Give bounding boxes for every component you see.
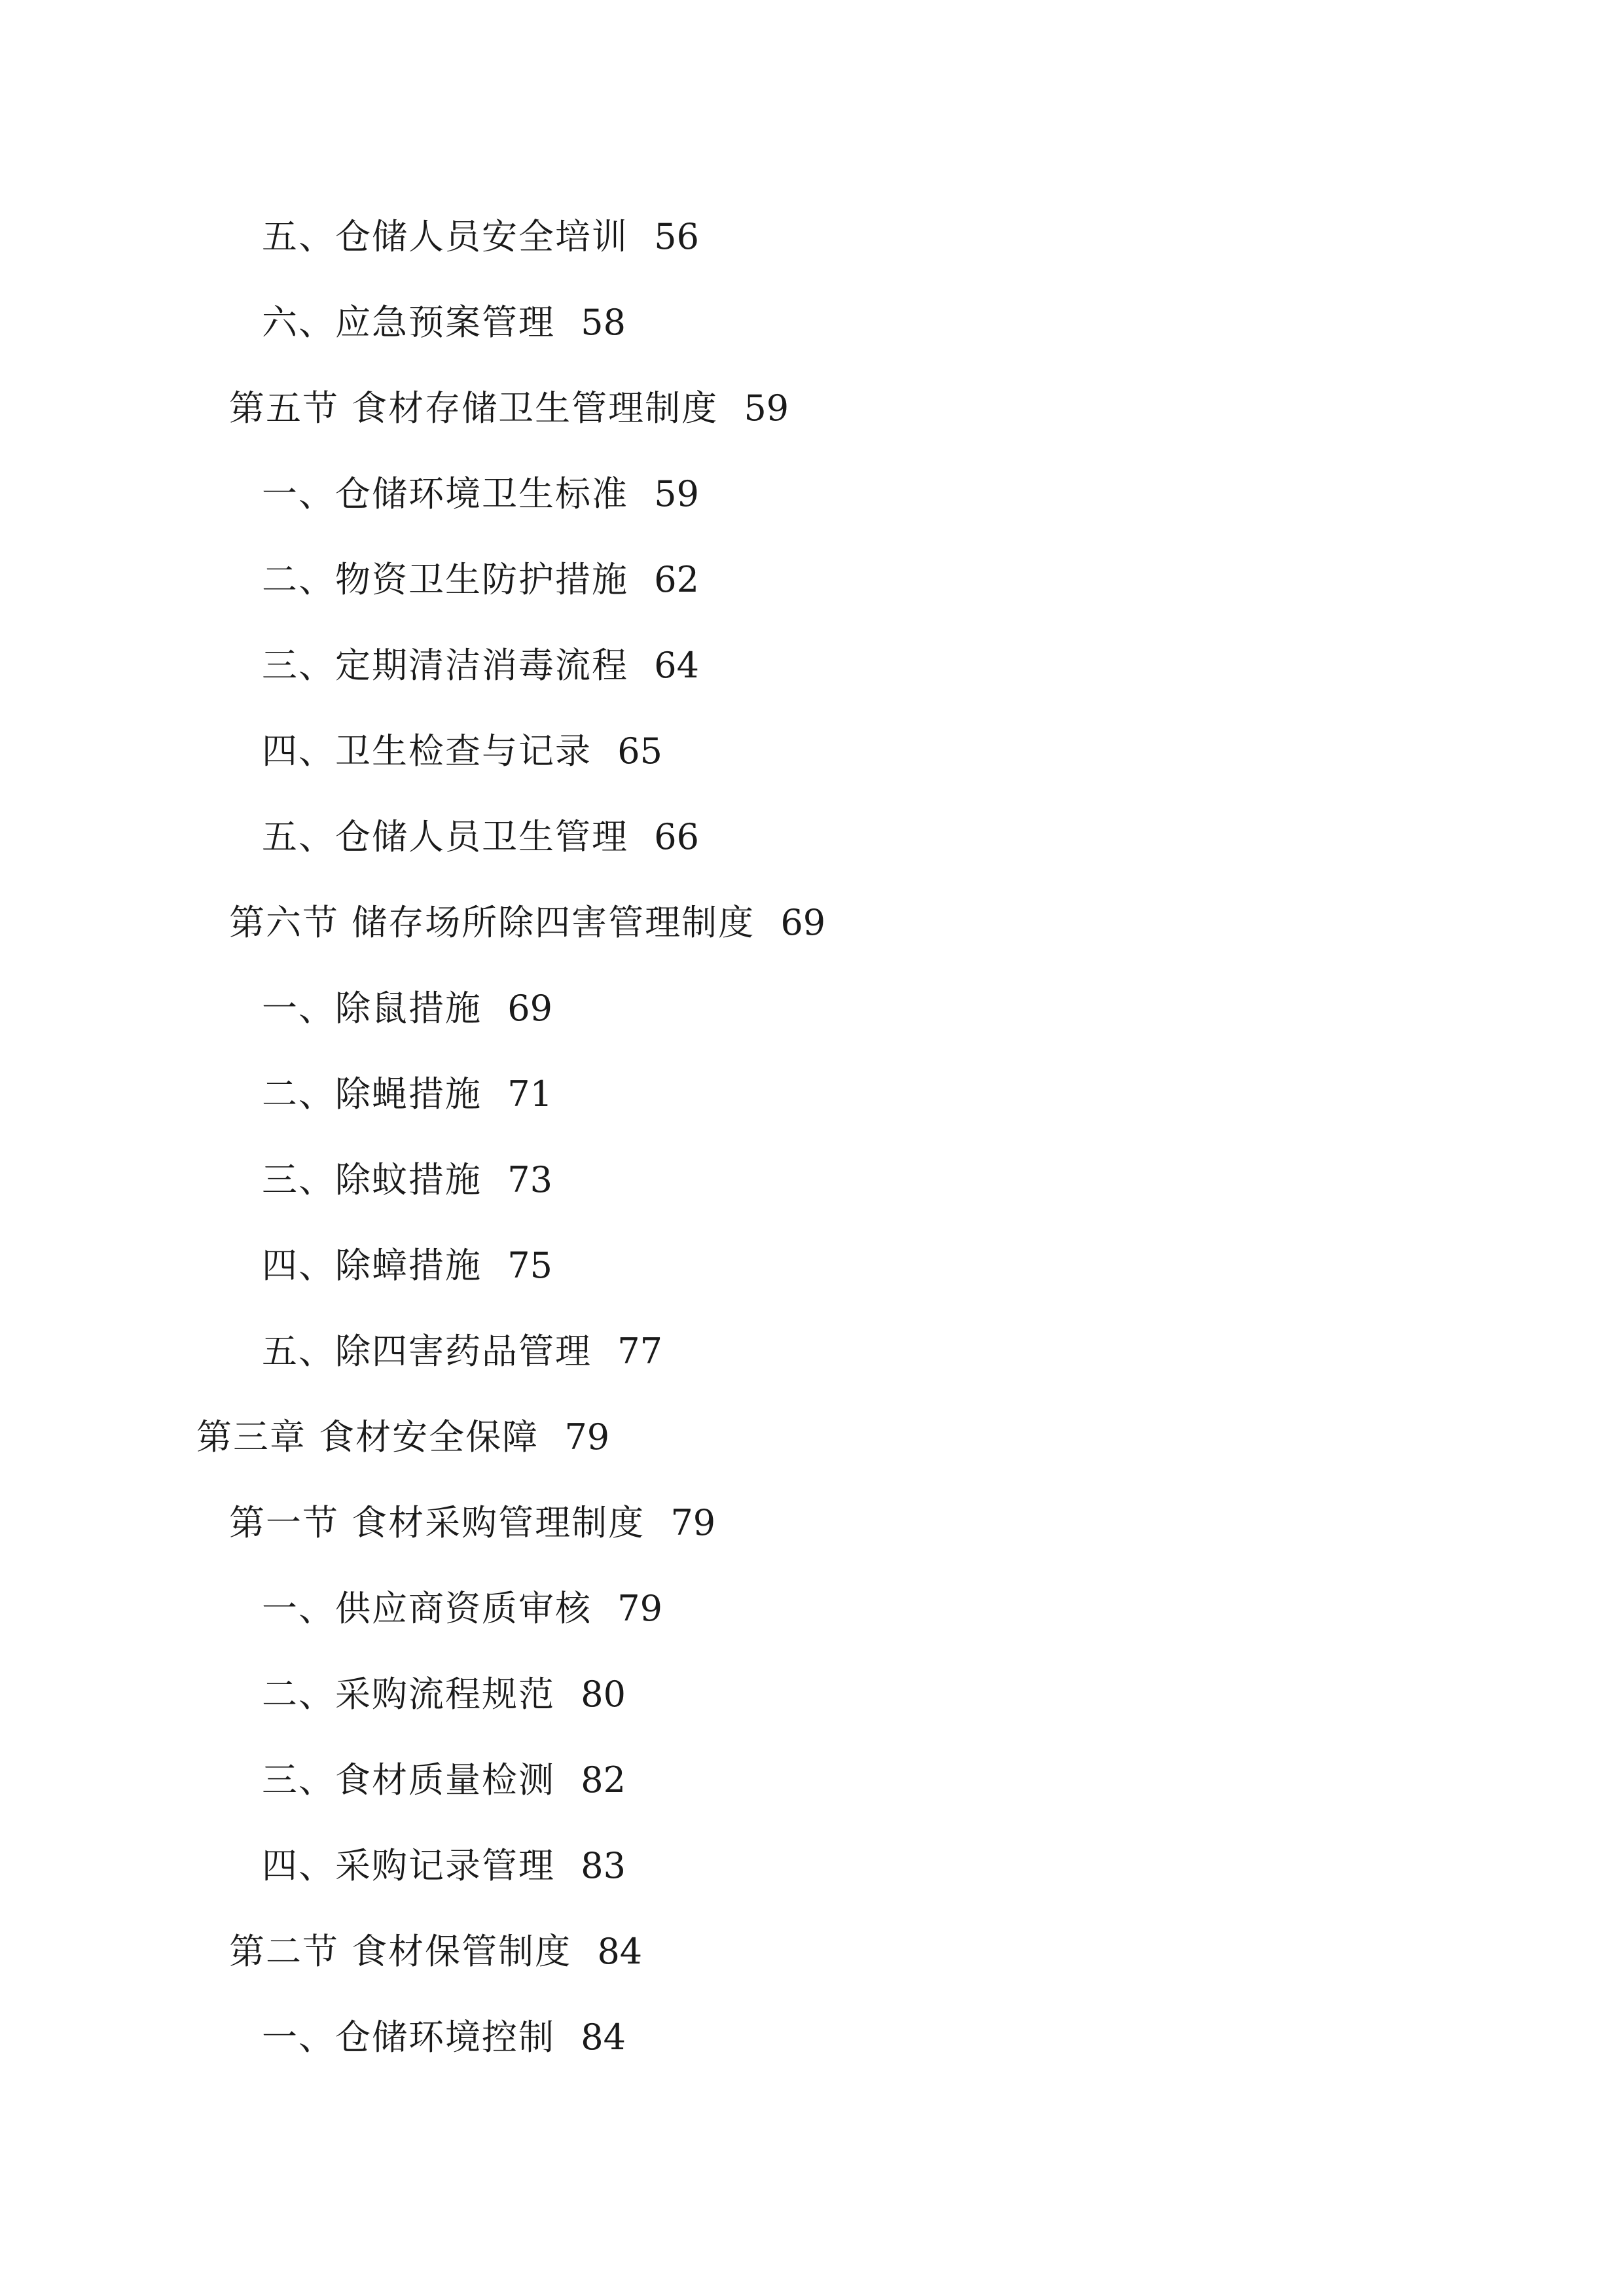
toc-entry-page: 71	[507, 1073, 552, 1115]
toc-entry-page: 69	[507, 988, 552, 1029]
toc-entry[interactable]	[0, 1068, 552, 1121]
toc-entry[interactable]	[0, 1497, 715, 1549]
toc-entry[interactable]	[0, 211, 699, 263]
toc-entry[interactable]	[0, 296, 626, 349]
toc-entry-title: 第三章 食材安全保障	[196, 1416, 539, 1458]
toc-entry-title: 五、除四害药品管理	[262, 1331, 592, 1372]
toc-entry-title: 一、供应商资质审核	[262, 1588, 592, 1629]
toc-entry-title: 二、采购流程规范	[262, 1674, 555, 1715]
toc-entry-page: 75	[507, 1245, 552, 1286]
toc-entry-title: 第五节 食材存储卫生管理制度	[229, 387, 719, 429]
toc-entry-title: 一、除鼠措施	[262, 988, 482, 1029]
toc-entry-title: 六、应急预案管理	[262, 302, 555, 343]
toc-entry-page: 82	[581, 1759, 626, 1801]
toc-entry-page: 58	[581, 302, 626, 343]
toc-entry[interactable]	[0, 2011, 626, 2064]
toc-entry[interactable]	[0, 1411, 609, 1463]
toc-entry-page: 59	[744, 387, 789, 429]
toc-entry-page: 64	[654, 645, 699, 686]
toc-entry[interactable]	[0, 1668, 626, 1721]
toc-entry[interactable]	[0, 382, 789, 435]
toc-entry[interactable]	[0, 982, 552, 1035]
toc-entry-page: 83	[581, 1845, 626, 1886]
toc-entry-page: 66	[654, 816, 699, 857]
toc-entry-page: 59	[654, 473, 699, 514]
toc-entry-page: 79	[670, 1502, 716, 1543]
toc-entry[interactable]	[0, 725, 662, 778]
toc-entry[interactable]	[0, 1583, 662, 1635]
toc-entry[interactable]	[0, 639, 699, 692]
toc-entry-title: 五、仓储人员卫生管理	[262, 816, 628, 857]
toc-entry-page: 84	[597, 1931, 643, 1972]
toc-entry-title: 第一节 食材采购管理制度	[229, 1502, 645, 1543]
toc-entry-title: 一、仓储环境卫生标准	[262, 473, 628, 514]
toc-entry[interactable]	[0, 554, 699, 606]
toc-entry-page: 69	[780, 902, 826, 943]
toc-entry-page: 73	[507, 1159, 552, 1200]
toc-entry[interactable]	[0, 1154, 552, 1206]
toc-entry-page: 79	[564, 1416, 610, 1458]
toc-entry-page: 56	[654, 216, 699, 257]
toc-entry-title: 四、除蟑措施	[262, 1245, 482, 1286]
toc-entry-title: 四、卫生检查与记录	[262, 730, 592, 772]
toc-entry-title: 第六节 储存场所除四害管理制度	[229, 902, 755, 943]
toc-entry-title: 二、物资卫生防护措施	[262, 559, 628, 600]
toc-entry[interactable]	[0, 897, 825, 949]
toc-entry-title: 第二节 食材保管制度	[229, 1931, 572, 1972]
toc-entry-page: 77	[617, 1331, 662, 1372]
toc-entry-page: 79	[617, 1588, 662, 1629]
toc-entry[interactable]	[0, 1840, 626, 1892]
toc-entry-title: 一、仓储环境控制	[262, 2017, 555, 2058]
toc-entry[interactable]	[0, 811, 699, 863]
toc-entry[interactable]	[0, 1754, 626, 1806]
toc-entry-page: 80	[581, 1674, 626, 1715]
toc-entry-title: 三、除蚊措施	[262, 1159, 482, 1200]
toc-entry-title: 四、采购记录管理	[262, 1845, 555, 1886]
toc-entry[interactable]	[0, 1240, 552, 1292]
toc-entry-title: 三、食材质量检测	[262, 1759, 555, 1801]
toc-entry-title: 二、除蝇措施	[262, 1073, 482, 1115]
toc-entry-title: 三、定期清洁消毒流程	[262, 645, 628, 686]
toc-entry-page: 65	[617, 730, 662, 772]
toc-entry[interactable]	[0, 468, 699, 520]
toc-entry-page: 62	[654, 559, 699, 600]
toc-entry[interactable]	[0, 1926, 642, 1978]
toc-entry[interactable]	[0, 1325, 662, 1378]
toc-entry-page: 84	[581, 2017, 626, 2058]
toc-entry-title: 五、仓储人员安全培训	[262, 216, 628, 257]
